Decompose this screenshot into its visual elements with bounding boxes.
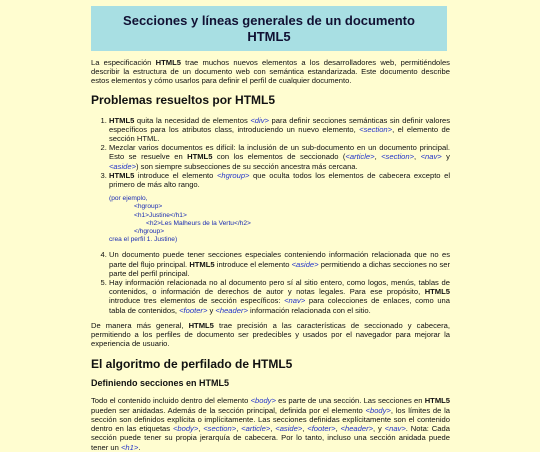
tag-code: <article> bbox=[241, 424, 271, 434]
title-line-2: HTML5 bbox=[247, 28, 291, 44]
tag-code: <body> bbox=[250, 396, 276, 406]
problems-list bbox=[91, 116, 450, 315]
tag-code: <nav> bbox=[384, 424, 406, 434]
list-item: 1. HTML5 quita la necesidad de elementos <div> para definir secciones semánticas sin definir valores específicos para los atributos class, introduciendo un nuevo elemento, <section>, el elemento de sección HTML. bbox=[109, 116, 450, 144]
list-item: 5. Hay información relacionada no al documento pero sí al sitio entero, como logos, menús, tablas de contenidos, o información de derechos de autor y notas legales. Para ese propósito, HTML5 introduce tres elementos de sección específicos: <nav> para colecciones de enlaces, como una tabla de contenidos, <footer> y <header> información relacionada con el sitio. bbox=[109, 278, 450, 315]
code-example: (por ejemplo, <hgroup> <h1>Justine</h1> <h2>Les Malheurs de la Vertu</h2> </hgroup> crea el perfil 1. Justine) bbox=[109, 195, 251, 244]
heading-defining-sections: Definiendo secciones en HTML5 bbox=[91, 378, 230, 389]
tag-code: <hgroup> bbox=[216, 170, 250, 180]
tag-code: <aside> bbox=[291, 259, 319, 269]
html5-keyword: HTML5 bbox=[155, 58, 181, 67]
document-body bbox=[91, 58, 450, 452]
tag-code: <section> bbox=[359, 124, 393, 134]
title-line-1: Secciones y líneas generales de un documento bbox=[123, 12, 415, 28]
tag-code: <header> bbox=[215, 305, 248, 315]
list-item: 2. Mezclar varios documentos es difícil: la inclusión de un sub-documento en un documento principal. Esto se resuelve en HTML5 con los elementos de seccionado (<article>, <section>, <nav> y <aside>) son siempre subsecciones de su sección ancestra más cercana. bbox=[109, 143, 450, 171]
intro-paragraph: La especificación HTML5 trae muchos nuevos elementos a los desarrolladores web, permitiéndoles describir la estructura de un documento web con semántica estandarizada. Este documento describe estos elementos y cómo usarlos para definir el perfil de cualquier documento. bbox=[91, 58, 450, 86]
list-item: 3. HTML5 introduce el elemento <hgroup> que oculta todos los elementos de cabecera excepto el primero de más alto rango. (por ejemplo, <hgroup> <h1>Justine</h1> <h2>Les Malheurs de la Vertu</h2> </hgroup> crea el perfil 1. Justine) bbox=[109, 171, 450, 245]
tag-code: <aside> bbox=[109, 161, 137, 171]
heading-problems-solved: Problemas resueltos por HTML5 bbox=[91, 92, 276, 107]
tag-code: <div> bbox=[250, 115, 269, 125]
general-paragraph: De manera más general, HTML5 trae precisión a las características de seccionado y cabecera, permitiendo a los perfiles de documento ser predecibles y usados por el navegador para mejorar la experiencia de usuario. bbox=[91, 320, 450, 349]
heading-outline-algorithm: El algoritmo de perfilado de HTML5 bbox=[91, 357, 293, 372]
tag-code: <header> bbox=[340, 424, 374, 434]
tag-code: <nav> bbox=[284, 296, 306, 306]
sections-paragraph: Todo el contenido incluido dentro del elemento <body> es parte de una sección. Las secciones en HTML5 pueden ser anidadas. Además de la sección principal, definida por el elemento <body>, los límites de la sección son definidos explícita o implícitamente. Las secciones definidas explícitamente son el contenido dentro en las etiquetas <body>, <section>, <article>, <aside>, <footer>, <header>, y <nav>. Nota: Cada sección puede tener su propia jerarquía de cabecera. Por lo tanto, incluso una sección anidada puede tener un <h1>. bbox=[91, 396, 451, 452]
tag-code: <h1> bbox=[120, 442, 139, 452]
tag-code: <body> bbox=[172, 424, 199, 434]
tag-code: <aside> bbox=[275, 424, 303, 434]
tag-code: <body> bbox=[365, 405, 391, 415]
tag-code: <section> bbox=[381, 152, 415, 162]
tag-code: <footer> bbox=[179, 305, 208, 315]
tag-code: <nav> bbox=[420, 152, 442, 162]
page-title bbox=[91, 6, 447, 51]
tag-code: <article> bbox=[345, 152, 375, 162]
list-item: 4. Un documento puede tener secciones especiales conteniendo información relacionada que no es parte del flujo principal. HTML5 introduce el elemento <aside> permitiendo a dichas secciones no ser parte del perfil principal. bbox=[109, 250, 450, 278]
tag-code: <footer> bbox=[307, 424, 336, 434]
tag-code: <section> bbox=[203, 424, 237, 434]
